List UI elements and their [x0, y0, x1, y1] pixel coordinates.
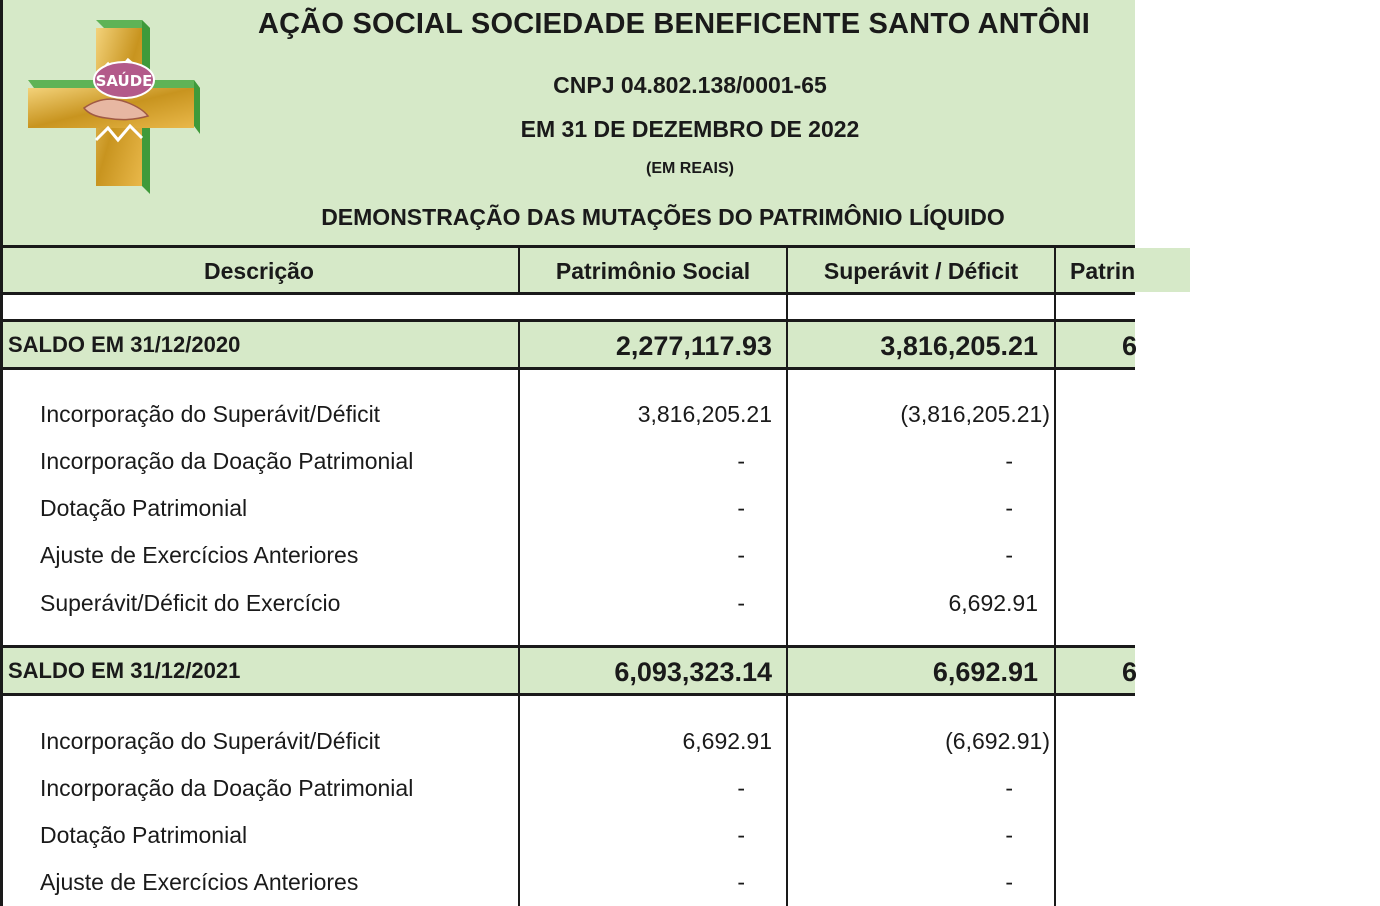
row-2021-incorporacao-superavit: Incorporação do Superávit/Déficit	[40, 401, 381, 427]
column-header-description: Descrição	[0, 248, 518, 292]
row-2021-incorporacao-superavit-sd: (3,816,205.21)	[900, 401, 1050, 427]
report-date: EM 31 DE DEZEMBRO DE 2022	[520, 116, 860, 142]
row-2021-dotacao-patrimonial-ps: -	[737, 495, 745, 521]
saldo-2020-top-rule	[0, 319, 1135, 322]
row-2022-incorporacao-superavit-ps: 6,692.91	[682, 728, 772, 754]
saldo-2021-superavit-deficit: 6,692.91	[932, 657, 1038, 687]
row-2022-doacao-patrimonial-sd: -	[1005, 775, 1013, 801]
column-divider-3	[1054, 248, 1056, 906]
currency-unit: (EM REAIS)	[646, 160, 734, 177]
row-2021-superavit-exercicio: Superávit/Déficit do Exercício	[40, 590, 341, 616]
row-2021-dotacao-patrimonial: Dotação Patrimonial	[40, 495, 248, 521]
saldo-2021-label: SALDO EM 31/12/2021	[8, 658, 241, 683]
row-2022-incorporacao-superavit-sd: (6,692.91)	[945, 728, 1050, 754]
row-2022-doacao-patrimonial-ps: -	[737, 775, 745, 801]
header-divider	[0, 245, 1135, 248]
logo-word: SAÚDE	[95, 72, 153, 90]
column-divider-1	[518, 322, 520, 906]
row-2021-superavit-exercicio-ps: -	[737, 590, 745, 616]
saldo-2020-bottom-rule	[0, 367, 1135, 370]
organization-name: AÇÃO SOCIAL SOCIEDADE BENEFICENTE SANTO ANTÔNI	[258, 8, 1091, 40]
column-divider-1-header	[518, 248, 520, 294]
row-2021-ajuste-exercicios-ps: -	[737, 542, 745, 568]
row-2021-ajuste-exercicios-sd: -	[1005, 542, 1013, 568]
row-2021-superavit-exercicio-sd: 6,692.91	[948, 590, 1038, 616]
row-2021-doacao-patrimonial-sd: -	[1005, 448, 1013, 474]
row-2022-dotacao-patrimonial-ps: -	[737, 822, 745, 848]
row-2021-incorporacao-superavit-ps: 3,816,205.21	[637, 401, 772, 427]
saldo-2020-partial: 6	[1122, 331, 1138, 361]
row-2022-ajuste-exercicios-sd: -	[1005, 869, 1013, 895]
saldo-2021-top-rule	[0, 645, 1135, 648]
row-2022-ajuste-exercicios-ps: -	[737, 869, 745, 895]
report-header	[0, 0, 1135, 246]
column-header-superavit-deficit: Superávit / Déficit	[788, 248, 1054, 292]
column-header-patrimonio-social: Patrimônio Social	[520, 248, 786, 292]
row-2022-ajuste-exercicios: Ajuste de Exercícios Anteriores	[40, 869, 359, 895]
saldo-2020-superavit-deficit: 3,816,205.21	[880, 331, 1038, 361]
saldo-2020-patrimonio-social: 2,277,117.93	[615, 331, 772, 361]
row-2022-dotacao-patrimonial: Dotação Patrimonial	[40, 822, 248, 848]
cnpj-number: CNPJ 04.802.138/0001-65	[553, 72, 827, 98]
row-2022-incorporacao-superavit: Incorporação do Superávit/Déficit	[40, 728, 381, 754]
saldo-2021-patrimonio-social: 6,093,323.14	[614, 657, 772, 687]
row-2021-doacao-patrimonial: Incorporação da Doação Patrimonial	[40, 448, 414, 474]
saldo-2020-label: SALDO EM 31/12/2020	[8, 332, 241, 357]
row-2021-doacao-patrimonial-ps: -	[737, 448, 745, 474]
table-left-border	[0, 0, 3, 906]
row-2021-ajuste-exercicios: Ajuste de Exercícios Anteriores	[40, 542, 359, 568]
row-2022-dotacao-patrimonial-sd: -	[1005, 822, 1013, 848]
row-2021-dotacao-patrimonial-sd: -	[1005, 495, 1013, 521]
column-header-patrimonio-partial: Patrin	[1056, 248, 1190, 292]
row-2022-doacao-patrimonial: Incorporação da Doação Patrimonial	[40, 775, 414, 801]
column-header-divider	[0, 292, 1135, 295]
saldo-2021-partial: 6	[1122, 657, 1138, 687]
saldo-2021-bottom-rule	[0, 693, 1135, 696]
statement-title: DEMONSTRAÇÃO DAS MUTAÇÕES DO PATRIMÔNIO LÍQUIDO	[321, 204, 1005, 230]
column-divider-2	[786, 248, 788, 906]
